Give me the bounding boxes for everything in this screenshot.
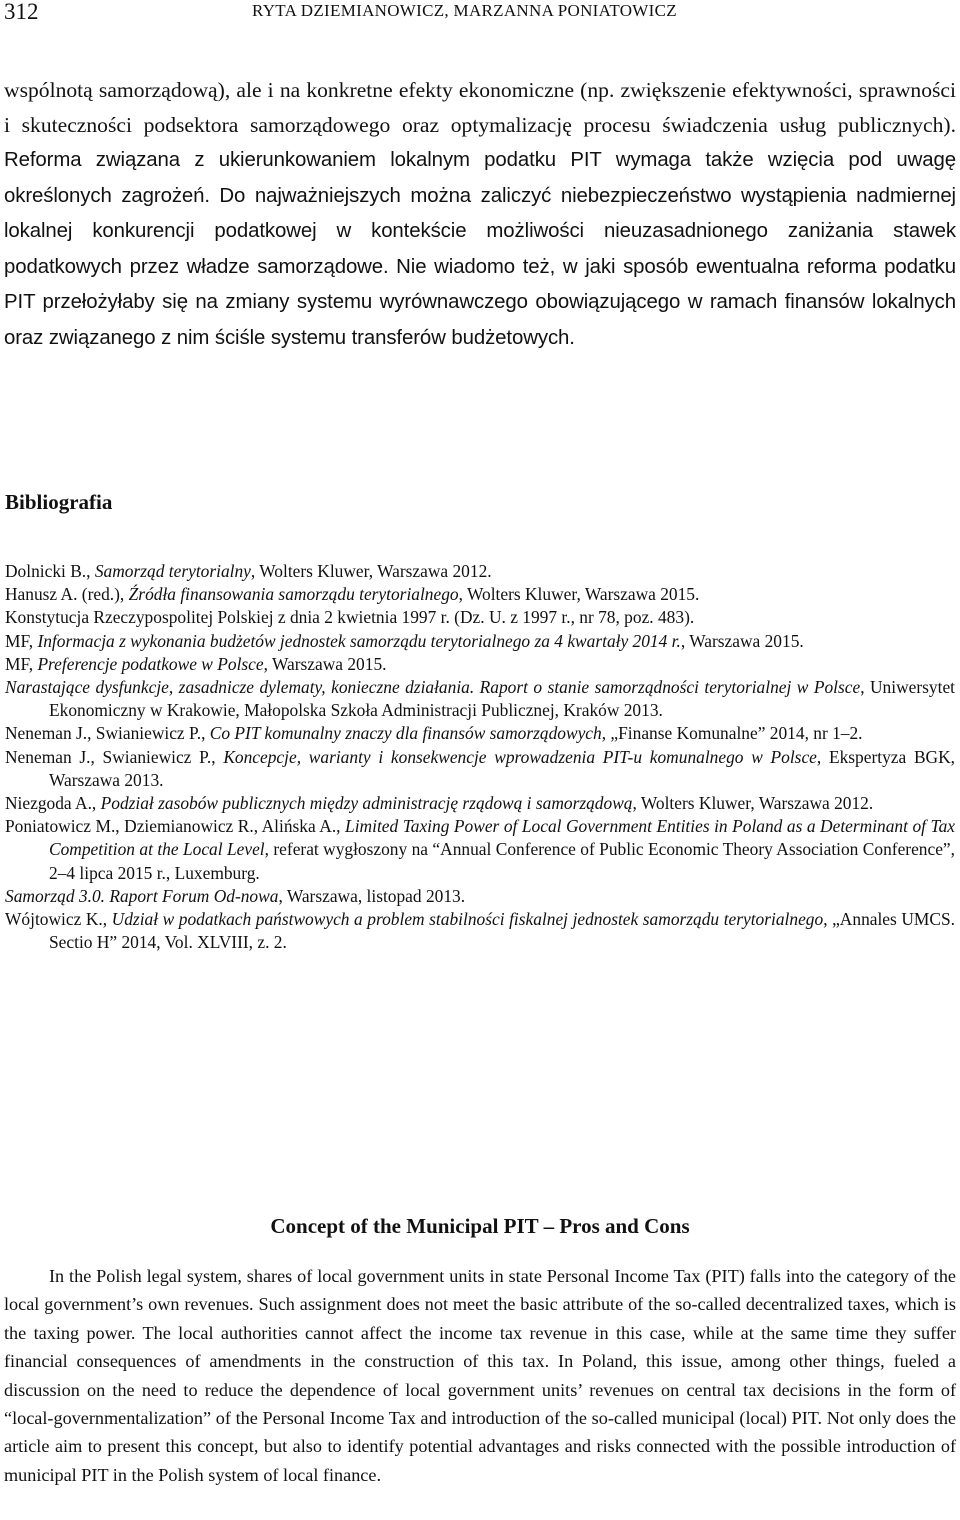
entry-details: , Warszawa, listopad 2013. (278, 885, 466, 906)
entry-title: Limited Taxing Power of Local Government Entities in Poland as a Determinant of Tax Competition at the Local Level (49, 816, 955, 860)
bibliography-entry (5, 815, 955, 885)
entry-title: Samorząd terytorialny (94, 561, 251, 581)
bibliography-entry (5, 908, 955, 954)
entry-author: Wójtowicz K., (5, 909, 112, 930)
entry-details: , Wolters Kluwer, Warszawa 2012. (250, 561, 492, 581)
entry-title: Preferencje podatkowe w Polsce (37, 653, 264, 674)
page-number: 312 (4, 0, 39, 24)
entry-title: Udział w podatkach państwowych a problem stabilności fiskalnej jednostek samorządu terytorialnego (111, 909, 824, 930)
entry-title: Koncepcje, warianty i konsekwencje wprowadzenia PIT-u komunalnego w Polsce (223, 746, 817, 767)
entry-author: Neneman J., Swianiewicz P., (5, 723, 210, 744)
entry-author: Hanusz A. (red.), (5, 584, 129, 605)
bibliography-entry (5, 722, 955, 745)
entry-title: Samorząd 3.0. Raport Forum Od-nowa (5, 885, 279, 906)
entry-title: Narastające dysfunkcje, zasadnicze dylematy, konieczne działania. Raport o stanie samorządności terytorialnej w Polsce (5, 677, 861, 698)
body-text-part-3: Do najważniejszych można zaliczyć niebezpieczeństwo wystąpienia nadmiernej lokalnej konkurencji podatkowej w kontekście możliwości nieuzasadnionego zaniżania stawek podatkowych przez władze samorządowe. (4, 184, 956, 278)
bibliography-heading: Bibliografia (5, 490, 113, 514)
entry-title: Co PIT komunalny znaczy dla finansów samorządowych (209, 723, 602, 744)
bibliography-entry (5, 792, 955, 815)
running-head-authors: RYTA DZIEMIANOWICZ, MARZANNA PONIATOWICZ (252, 1, 677, 20)
bibliography-entry (5, 606, 955, 629)
bibliography-list (5, 560, 955, 954)
entry-title: Źródła finansowania samorządu terytorialnego (128, 584, 459, 605)
entry-details: , Ekspertyza BGK, Warszawa 2013. (49, 746, 956, 790)
english-summary-title: Concept of the Municipal PIT – Pros and Cons (270, 1214, 690, 1238)
body-paragraph (4, 73, 956, 355)
entry-author: Niezgoda A., (5, 793, 101, 814)
entry-author: MF, (5, 630, 38, 651)
bibliography-entry (5, 653, 955, 676)
entry-author: MF, (5, 653, 38, 674)
entry-author: Poniatowicz M., Dziemianowicz R., Alińska A., (5, 816, 346, 837)
english-abstract: In the Polish legal system, shares of local government units in state Personal Income Tax (PIT) falls into the category of the local government’s own revenues. Such assignment does not meet the basic attribute of the so-called decentralized taxes, which is the taxing power. The local authorities cannot affect the income tax revenue in this case, while at the same time they suffer financial consequences of amendments in the construction of this tax. In Poland, this issue, among other things, fueled a discussion on the need to reduce the dependence of local government units’ revenues on central tax decisions in the form of “local-governmentalization” of the Personal Income Tax and introduction of the so-called municipal (local) PIT. Not only does the article aim to present this concept, but also to identify potential advantages and risks connected with the possible introduction of municipal PIT in the Polish system of local finance. (4, 1266, 956, 1485)
bibliography-entry (5, 676, 955, 722)
body-text-part-1: wspólnotą samorządową), ale i na konkretne efekty ekonomiczne (np. zwiększenie efektywności, sprawności i skuteczności podsektora samorządowego oraz optymalizację procesu świadczenia usług publicznych). (4, 78, 956, 137)
entry-title: Informacja z wykonania budżetów jednostek samorządu terytorialnego za 4 kwartały 2014 r. (37, 630, 681, 651)
entry-author: Konstytucja Rzeczypospolitej Polskiej z dnia 2 kwietnia 1997 r. (Dz. U. z 1997 r., nr 78, poz. 483). (5, 607, 695, 628)
entry-details: , „Finanse Komunalne” 2014, nr 1–2. (601, 723, 863, 744)
entry-author: Neneman J., Swianiewicz P., (5, 746, 224, 767)
body-text-part-4: Nie wiadomo też, w jaki sposób ewentualna reforma podatku PIT przełożyłaby się na zmiany systemu wyrównawczego obowiązującego w ramach finansów lokalnych oraz związanego z nim ściśle systemu transferów budżetowych. (4, 255, 957, 349)
entry-details: , Wolters Kluwer, Warszawa 2012. (632, 793, 874, 814)
page-header (4, 0, 954, 26)
bibliography-entry (5, 630, 955, 653)
entry-details: , referat wygłoszony na “Annual Conference of Public Economic Theory Association Conference”, 2–4 lipca 2015 r., Luxemburg. (49, 839, 955, 883)
entry-details: , Warszawa 2015. (680, 630, 804, 651)
bibliography-entry (5, 746, 955, 792)
entry-title: Podział zasobów publicznych między administrację rządową i samorządową (100, 793, 633, 814)
entry-details: , Wolters Kluwer, Warszawa 2015. (458, 584, 700, 605)
entry-details: , „Annales UMCS. Sectio H” 2014, Vol. XLVIII, z. 2. (49, 909, 955, 953)
bibliography-entry (5, 583, 955, 606)
entry-details: , Uniwersytet Ekonomiczny w Krakowie, Małopolska Szkoła Administracji Publicznej, Kraków 2013. (49, 677, 955, 721)
body-text-part-2: Reforma związana z ukierunkowaniem lokalnym podatku PIT wymaga także wzięcia pod uwagę określonych zagrożeń. (4, 149, 956, 207)
entry-author: Dolnicki B., (5, 561, 95, 581)
entry-details: , Warszawa 2015. (263, 653, 387, 674)
bibliography-entry (5, 885, 955, 908)
bibliography-entry (5, 560, 955, 583)
